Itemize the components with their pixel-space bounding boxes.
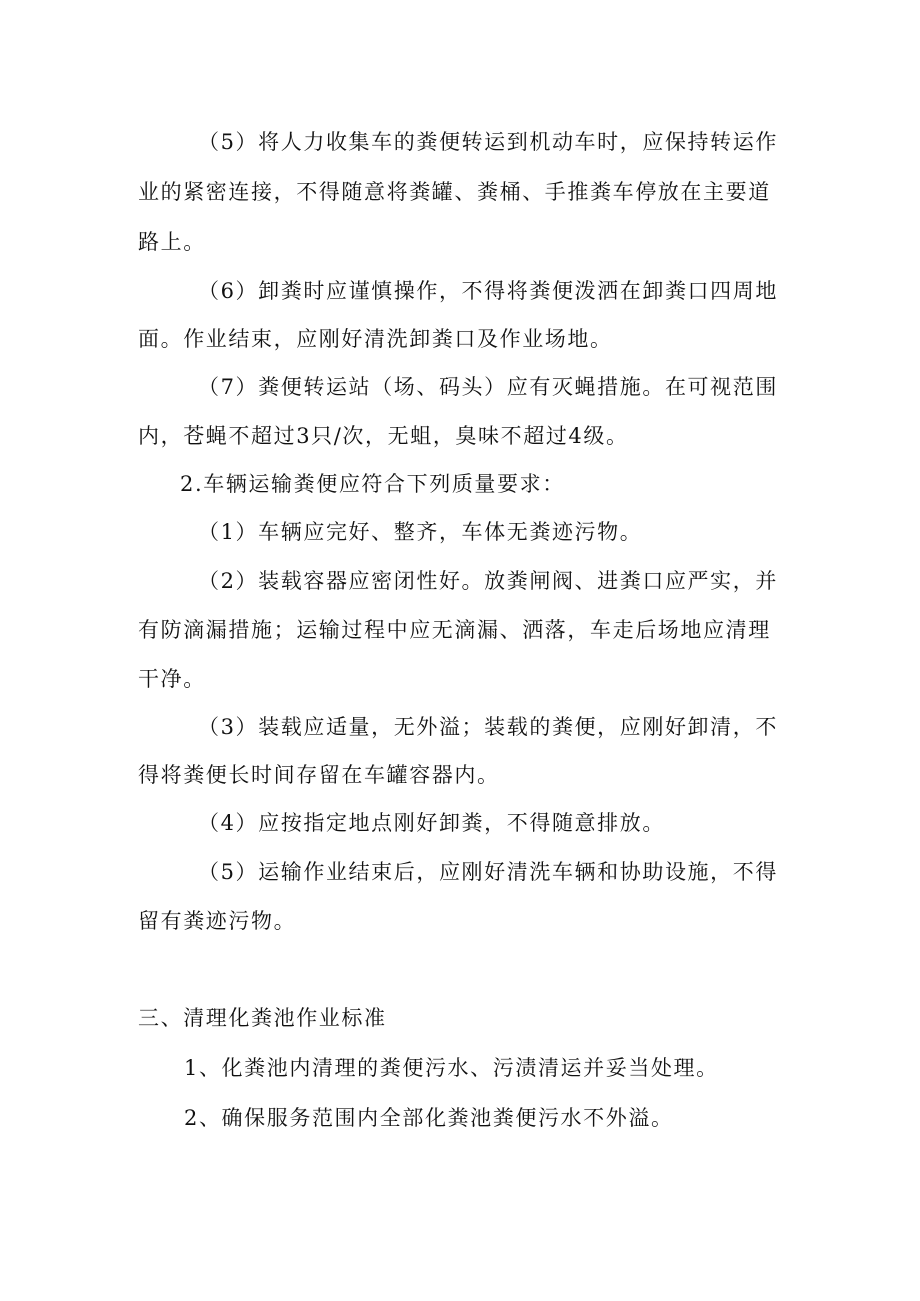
paragraph-line: （2）装载容器应密闭性好。放粪闸阀、进粪口应严实，并	[198, 569, 778, 593]
paragraph-line: 得将粪便长时间存留在车罐容器内。	[138, 763, 500, 787]
paragraph-line: 留有粪迹污物。	[138, 909, 297, 933]
paragraph-line: 面。作业结束，应刚好清洗卸粪口及作业场地。	[138, 327, 613, 351]
paragraph-line: 路上。	[138, 230, 206, 254]
paragraph-line: （7）粪便转运站（场、码头）应有灭蝇措施。在可视范围	[198, 375, 778, 399]
paragraph-line: （1）车辆应完好、整齐，车体无粪迹污物。	[198, 520, 643, 544]
list-item: 2、确保服务范围内全部化粪池粪便污水不外溢。	[184, 1106, 674, 1130]
paragraph-line: （3）装载应适量，无外溢；装载的粪便，应刚好卸清，不	[198, 715, 778, 739]
paragraph-line: （5）将人力收集车的粪便转运到机动车时，应保持转运作	[198, 130, 778, 154]
paragraph-line: 有防滴漏措施；运输过程中应无滴漏、洒落，车走后场地应清理	[138, 618, 771, 642]
paragraph-line: 内，苍蝇不超过3只/次，无蛆，臭味不超过4级。	[138, 424, 629, 448]
paragraph-line: （4）应按指定地点刚好卸粪，不得随意排放。	[198, 811, 665, 835]
list-item: 1、化粪池内清理的粪便污水、污渍清运并妥当处理。	[184, 1056, 719, 1080]
paragraph-line: （5）运输作业结束后，应刚好清洗车辆和协助设施，不得	[198, 860, 778, 884]
section-title: 三、清理化粪池作业标准	[138, 1006, 387, 1030]
section-heading: 2.车辆运输粪便应符合下列质量要求：	[180, 472, 565, 496]
paragraph-line: 业的紧密连接，不得随意将粪罐、粪桶、手推粪车停放在主要道	[138, 180, 771, 204]
paragraph-line: （6）卸粪时应谨慎操作，不得将粪便泼洒在卸粪口四周地	[198, 279, 778, 303]
paragraph-line: 干净。	[138, 667, 206, 691]
